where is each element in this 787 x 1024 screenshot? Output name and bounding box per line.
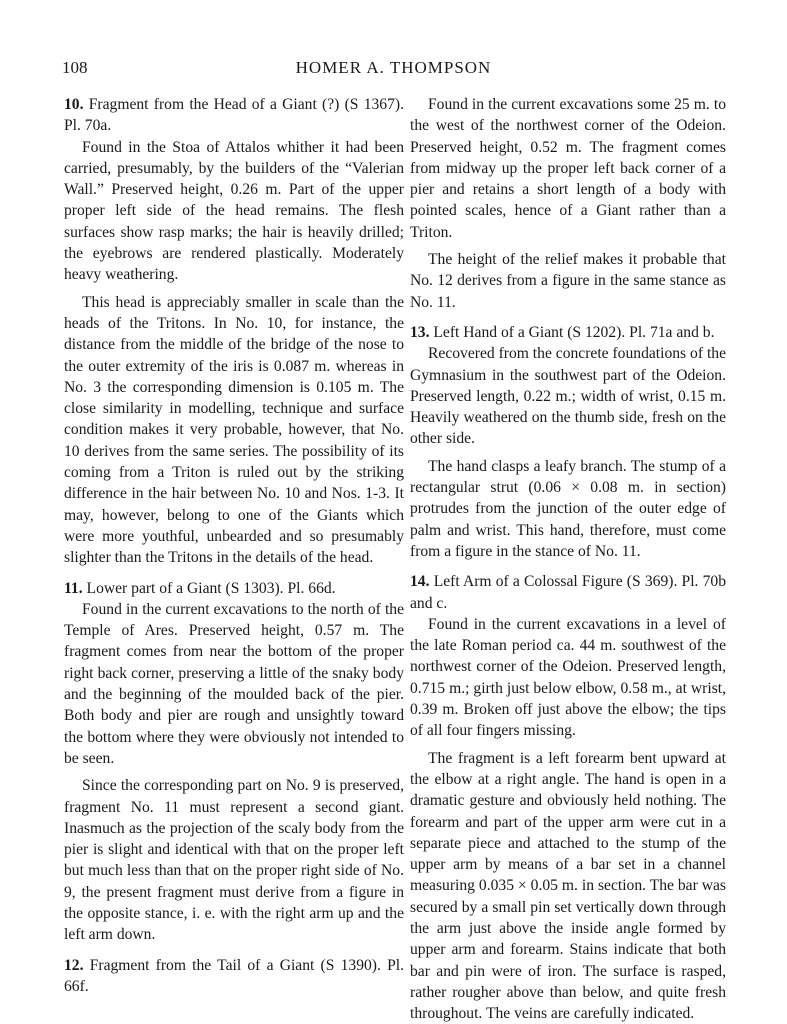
- entry-title: Fragment from the Tail of a Giant (S 1390). Pl. 66f.: [64, 956, 404, 995]
- entry-heading: [410, 571, 726, 614]
- running-title: HOMER A. THOMPSON: [295, 58, 492, 77]
- catalog-entry-12-continued: [410, 94, 726, 313]
- entry-paragraph: The fragment is a left forearm bent upward at the elbow at a right angle. The hand is open in a dramatic gesture and obviously held nothing. The forearm and part of the upper arm were cut in a separate piece and attached to the stump of the upper arm by means of a bar set in a channel measuring 0.035 × 0.05 m. in section. The bar was secured by a small pin set vertically down through the arm just above the inside angle formed by upper arm and forearm. Stains indicate that both bar and pin were of iron. The surface is rasped, rather rougher above than below, and quite fresh throughout. The veins are carefully indicated.: [410, 749, 726, 1023]
- entry-title: Left Arm of a Colossal Figure (S 369). Pl. 70b and c.: [410, 573, 726, 612]
- entry-number: 12.: [64, 956, 84, 974]
- entry-paragraph: Since the corresponding part on No. 9 is preserved, fragment No. 11 must represent a second giant. Inasmuch as the projection of the scaly body from the pier is slight and identical with that on the proper left but much less than that on the proper right side of No. 9, the present fragment must derive from a figure in the opposite stance, i. e. with the right arm up and the left arm down.: [64, 777, 404, 944]
- catalog-entry-10: [64, 94, 404, 569]
- entry-paragraph: The hand clasps a leafy branch. The stump of a rectangular strut (0.06 × 0.08 m. in section) protrudes from the junction of the outer edge of palm and wrist. This hand, therefore, must come from a figure in the stance of No. 11.: [410, 457, 726, 560]
- entry-paragraph: The height of the relief makes it probable that No. 12 derives from a figure in the same stance as No. 11.: [410, 251, 726, 311]
- entry-paragraph: Found in the Stoa of Attalos whither it had been carried, presumably, by the builders of the “Valerian Wall.” Preserved height, 0.26 m. Part of the upper proper left side of the head remains. The flesh surfaces show rasp marks; the hair is heavily drilled; the eyebrows are rendered plastically. Moderately heavy weathering.: [64, 138, 404, 284]
- entry-paragraph: Found in the current excavations in a level of the late Roman period ca. 44 m. southwest of the northwest corner of the Odeion. Preserved length, 0.715 m.; girth just below elbow, 0.58 m., at wrist, 0.39 m. Broken off just above the elbow; the tips of all four fingers missing.: [410, 615, 726, 740]
- catalog-entry-14: [410, 571, 726, 1024]
- page-number: 108: [62, 58, 88, 77]
- entry-number: 13.: [410, 323, 430, 341]
- entry-heading: [64, 94, 404, 137]
- catalog-entry-11: [64, 578, 404, 946]
- entry-paragraph: This head is appreciably smaller in scale than the heads of the Tritons. In No. 10, for instance, the distance from the middle of the bridge of the nose to the outer extremity of the iris is 0.087 m. whereas in No. 3 the corresponding dimension is 0.105 m. The close similarity in modelling, technique and surface condition makes it very probable, however, that No. 10 derives from the same series. The possibility of its coming from a Triton is ruled out by the striking difference in the hair between No. 10 and Nos. 1-3. It may, however, belong to one of the Giants which were more youthful, unbearded and so presumably slighter than the Tritons in the details of the head.: [64, 293, 404, 567]
- entry-heading: [64, 955, 404, 998]
- entry-paragraph: Found in the current excavations some 25 m. to the west of the northwest corner of the Odeion. Preserved height, 0.52 m. The fragment comes from midway up the proper left back corner of a pier and retains a short length of a body with pointed scales, hence of a Giant rather than a Triton.: [410, 96, 726, 241]
- entry-number: 11.: [64, 579, 83, 597]
- entry-heading: [410, 322, 726, 343]
- entry-number: 10.: [64, 96, 84, 113]
- entry-title: Fragment from the Head of a Giant (?) (S 1367). Pl. 70a.: [64, 96, 404, 135]
- catalog-entry-13: [410, 322, 726, 562]
- page-header: [0, 58, 787, 84]
- entry-heading: [64, 578, 404, 599]
- entry-paragraph: Recovered from the concrete foundations of the Gymnasium in the southwest part of the Odeion. Preserved length, 0.22 m.; width of wrist, 0.15 m. Heavily weathered on the thumb side, fresh on the other side.: [410, 345, 726, 448]
- left-column: [64, 94, 404, 997]
- right-column: [410, 94, 726, 1024]
- entry-title: Left Hand of a Giant (S 1202). Pl. 71a and b.: [433, 323, 715, 341]
- entry-number: 14.: [410, 573, 430, 591]
- catalog-entry-12: [64, 955, 404, 998]
- entry-title: Lower part of a Giant (S 1303). Pl. 66d.: [86, 579, 336, 597]
- entry-paragraph: Found in the current excavations to the north of the Temple of Ares. Preserved height, 0.57 m. The fragment comes from near the bottom of the proper right back corner, preserving a little of the snaky body and the beginning of the moulded back of the pier. Both body and pier are rough and unsightly toward the bottom where they were obviously not intended to be seen.: [64, 600, 404, 767]
